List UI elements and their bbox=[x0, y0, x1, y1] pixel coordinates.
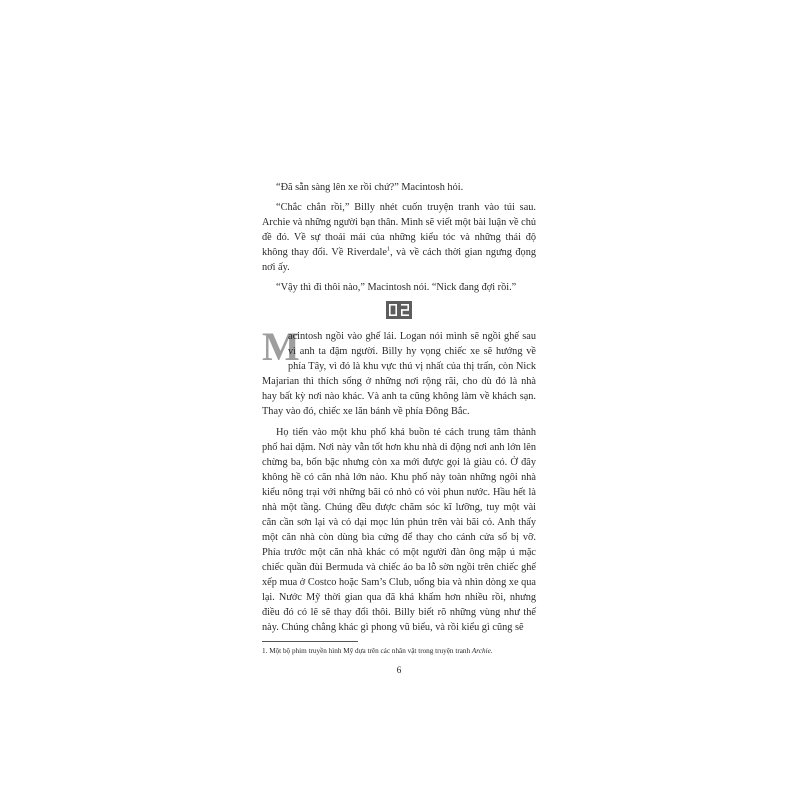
chapter-number-box bbox=[386, 301, 412, 319]
chapter-opening-paragraph bbox=[262, 324, 536, 419]
chapter-number-digital-glyph bbox=[386, 301, 412, 319]
paragraph-3: “Vậy thì đi thôi nào,” Macintosh nói. “Nick đang đợi rồi.” bbox=[276, 282, 517, 293]
paragraph-2 bbox=[262, 200, 536, 275]
footnote bbox=[262, 646, 536, 656]
dropcap-letter: M bbox=[262, 324, 300, 369]
footnote-italic: Archie bbox=[471, 647, 491, 655]
paragraph-1: “Đã sẵn sàng lên xe rồi chứ?” Macintosh hỏi. bbox=[276, 182, 464, 193]
paragraph-5: Họ tiến vào một khu phố khá buồn tẻ cách trung tâm thành phố hai dặm. Nơi này vẫn tốt hơn khu nhà di động nơi anh lớn lên chừng ba, bốn bậc nhưng còn xa mới được gọi là giàu có. Ở đây không hề có căn nhà lớn nào. Khu phố này toàn những ngôi nhà kiểu nông trại với những bãi cỏ nhỏ có vòi phun nước. Hầu hết là nhà một tầng. Chúng đều được chăm sóc kĩ lưỡng, tuy một vài căn cần sơn lại và cỏ dại mọc lún phún trên vài bãi cỏ. Anh thấy một căn nhà còn dùng bìa cứng để thay cho cánh cửa sổ bị vỡ. Phía trước một căn nhà khác có một người đàn ông mập ú mặc chiếc quần đùi Bermuda và chiếc áo ba lỗ sờn ngồi trên chiếc ghế xếp mua ở Costco hoặc Sam’s Club, uống bia và nhìn dòng xe qua lại. Nước Mỹ thời gian qua đã khá khấm hơn nhiều rồi, nhưng điều đó có lẽ sẽ thay đổi thôi. Billy biết rõ những vùng như thế này. Chúng chẳng khác gì phong vũ biểu, và rồi kiểu gì cũng sẽ bbox=[262, 427, 536, 633]
footnote-divider bbox=[262, 641, 358, 642]
footnote-number: 1. bbox=[262, 647, 268, 655]
page-number: 6 bbox=[396, 666, 402, 676]
paragraph-2-text: “Chắc chắn rồi,” Billy nhét cuốn truyện tranh vào túi sau. Archie và những người bạn thân. Mình sẽ viết một bài luận về chủ đề đó. Về sự thoải mái của những kiểu tóc và những thái độ không thay đổi. Về bbox=[262, 202, 536, 258]
paragraph-2-end: , và về cách thời gian ngưng đọng nơi ấy. bbox=[262, 247, 537, 273]
chapter-opening-text: acintosh ngồi vào ghế lái. Logan nói mình sẽ ngồi ghế sau vì anh ta đậm người. Billy hy vọng chiếc xe sẽ hướng về phía Tây, vì đó là khu vực thú vị nhất của thị trấn, còn Nick Majarian thì thích sống ở những nơi rộng rãi, cho dù đó là nhà hay bất kỳ nơi nào khác. Và anh ta cũng không làm về khách sạn. Thay vào đó, chiếc xe lăn bánh về phía Đông Bắc. bbox=[262, 331, 536, 417]
footnote-ref-word: Riverdale bbox=[346, 247, 387, 258]
footnote-ref-number: 1 bbox=[386, 245, 391, 253]
footnote-end: . bbox=[490, 647, 493, 655]
book-page bbox=[262, 180, 536, 679]
footnote-text: Một bộ phim truyền hình Mỹ dựa trên các nhân vật trong truyện tranh bbox=[267, 647, 472, 655]
